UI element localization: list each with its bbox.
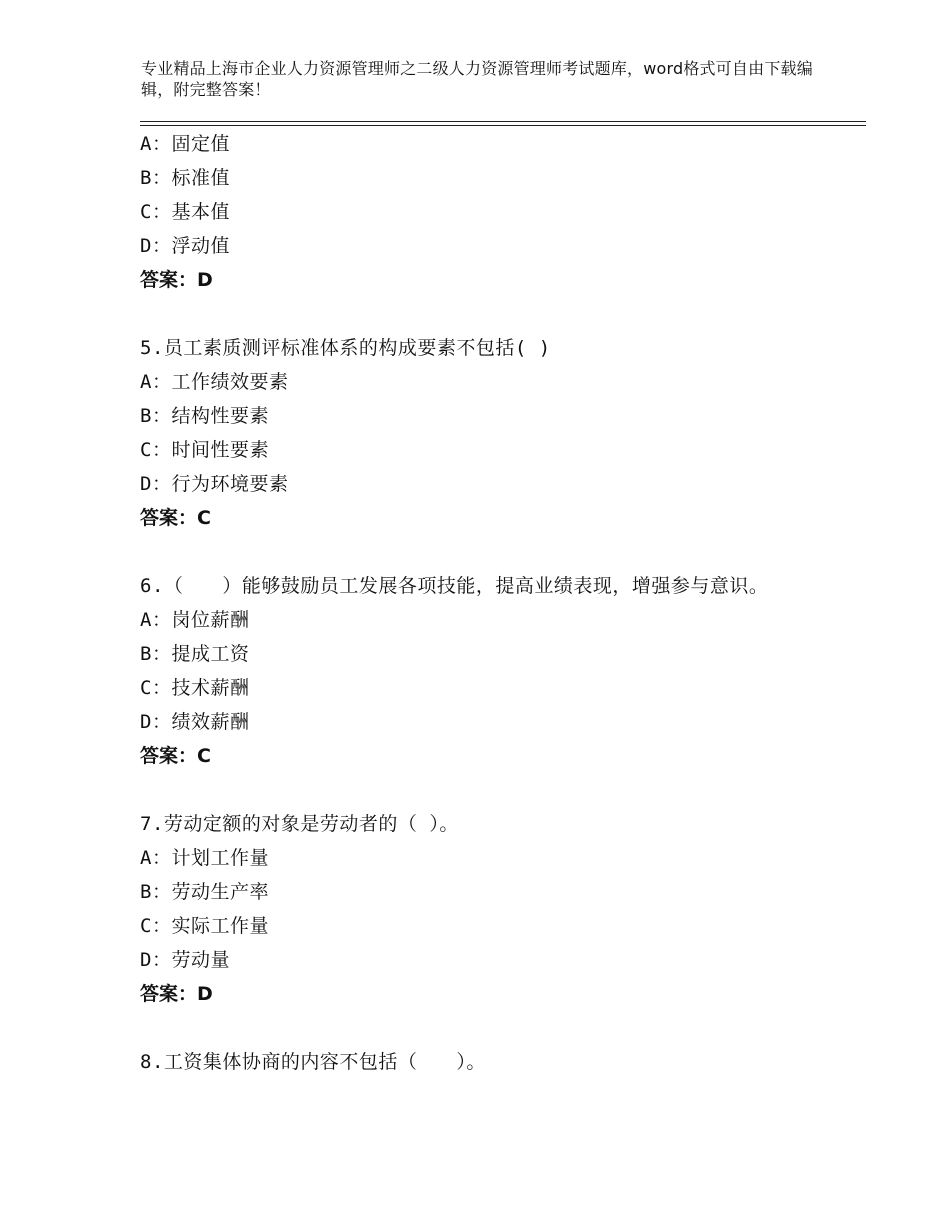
option-b: B：标准值 bbox=[140, 167, 230, 189]
page-header: 专业精品上海市企业人力资源管理师之二级人力资源管理师考试题库，word格式可自由下载编辑，附完整答案！ bbox=[141, 59, 813, 99]
answer-line: 答案：C bbox=[140, 745, 211, 767]
question-list bbox=[140, 127, 840, 1079]
option-d: D：行为环境要素 bbox=[140, 473, 289, 495]
option-c: C：技术薪酬 bbox=[140, 677, 250, 699]
header-rule-secondary bbox=[140, 125, 866, 126]
option-a: A：固定值 bbox=[140, 133, 230, 155]
answer-line: 答案：D bbox=[140, 983, 213, 1005]
option-b: B：结构性要素 bbox=[140, 405, 269, 427]
option-a: A：岗位薪酬 bbox=[140, 609, 250, 631]
option-b: B：劳动生产率 bbox=[140, 881, 269, 903]
header-rule bbox=[140, 121, 866, 122]
option-a: A：计划工作量 bbox=[140, 847, 269, 869]
option-d: D：浮动值 bbox=[140, 235, 230, 257]
question-stem: 8.工资集体协商的内容不包括（ ）。 bbox=[140, 1051, 486, 1073]
question-block bbox=[140, 807, 840, 1011]
option-d: D：绩效薪酬 bbox=[140, 711, 250, 733]
question-block bbox=[140, 127, 840, 297]
question-block bbox=[140, 1045, 840, 1079]
option-c: C：实际工作量 bbox=[140, 915, 269, 937]
option-b: B：提成工资 bbox=[140, 643, 250, 665]
answer-line: 答案：C bbox=[140, 507, 211, 529]
question-stem: 7.劳动定额的对象是劳动者的（ ）。 bbox=[140, 813, 459, 835]
option-c: C：时间性要素 bbox=[140, 439, 269, 461]
question-stem: 6.（ ）能够鼓励员工发展各项技能，提高业绩表现，增强参与意识。 bbox=[140, 575, 769, 597]
question-block bbox=[140, 331, 840, 535]
option-a: A：工作绩效要素 bbox=[140, 371, 289, 393]
option-d: D：劳动量 bbox=[140, 949, 230, 971]
question-stem: 5.员工素质测评标准体系的构成要素不包括( ) bbox=[140, 337, 551, 359]
option-c: C：基本值 bbox=[140, 201, 230, 223]
question-block bbox=[140, 569, 840, 773]
answer-line: 答案：D bbox=[140, 269, 213, 291]
